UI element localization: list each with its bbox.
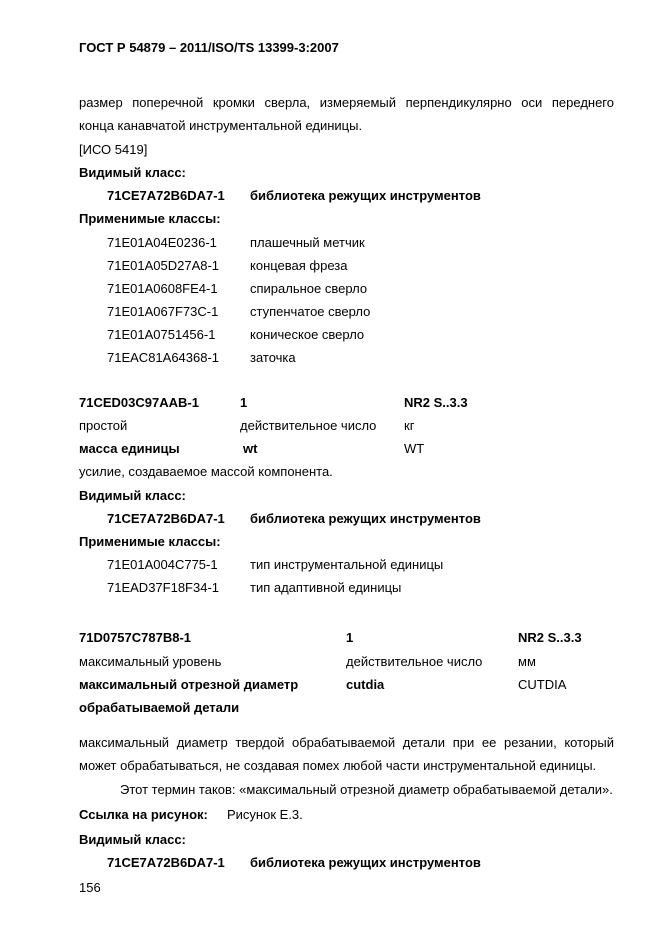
property-name: максимальный отрезной диаметр (79, 677, 299, 692)
figure-reference: Рисунок Е.3. (227, 807, 303, 822)
property-type: простой (79, 418, 128, 433)
property-unit: мм (518, 654, 536, 669)
description-line: размер поперечной кромки сверла, измеряемый перпендикулярно оси переднего (79, 95, 614, 110)
applicable-class-name: коническое сверло (250, 327, 365, 342)
applicable-class-code: 71EAD37F18F34-1 (107, 580, 220, 595)
property-datatype: действительное число (240, 418, 377, 433)
visible-class-label: Видимый класс: (79, 832, 186, 847)
property-unit: кг (404, 418, 415, 433)
applicable-class-code: 71E01A05D27A8-1 (107, 258, 220, 273)
applicable-class-name: тип адаптивной единицы (250, 580, 402, 595)
visible-class-code: 71CE7A72B6DA7-1 (107, 855, 225, 870)
property-type: максимальный уровень (79, 654, 222, 669)
property-note: Этот термин таков: «максимальный отрезной диаметр обрабатываемой детали». (120, 782, 613, 797)
visible-class-name: библиотека режущих инструментов (250, 511, 481, 526)
applicable-class-code: 71E01A004C775-1 (107, 557, 218, 572)
applicable-class-name: заточка (250, 350, 296, 365)
page-number: 156 (79, 880, 101, 895)
property-definition: максимальный диаметр твердой обрабатываемой детали при ее резании, который (79, 735, 614, 750)
applicable-class-code: 71E01A04E0236-1 (107, 235, 217, 250)
visible-class-name: библиотека режущих инструментов (250, 855, 481, 870)
applicable-class-name: тип инструментальной единицы (250, 557, 444, 572)
applicable-classes-label: Применимые классы: (79, 534, 221, 549)
property-version: 1 (240, 395, 248, 410)
property-symbol: cutdia (346, 677, 385, 692)
applicable-class-name: плашечный метчик (250, 235, 365, 250)
applicable-class-code: 71EAC81A64368-1 (107, 350, 220, 365)
property-short-name: CUTDIA (518, 677, 567, 692)
applicable-class-name: концевая фреза (250, 258, 348, 273)
property-id: 71D0757C787B8-1 (79, 630, 192, 645)
property-definition: усилие, создаваемое массой компонента. (79, 464, 333, 479)
visible-class-code: 71CE7A72B6DA7-1 (107, 188, 225, 203)
property-version: 1 (346, 630, 354, 645)
applicable-class-code: 71E01A067F73C-1 (107, 304, 219, 319)
property-short-name: WT (404, 441, 425, 456)
applicable-class-code: 71E01A0608FE4-1 (107, 281, 218, 296)
description-line: конца канавчатой инструментальной единицы. (79, 118, 363, 133)
property-datatype: действительное число (346, 654, 483, 669)
visible-class-name: библиотека режущих инструментов (250, 188, 481, 203)
property-definition: может обрабатываться, не создавая помех любой части инструментальной единицы. (79, 758, 597, 773)
visible-class-code: 71CE7A72B6DA7-1 (107, 511, 225, 526)
figure-reference-label: Ссылка на рисунок: (79, 807, 208, 822)
property-name: масса единицы (79, 441, 180, 456)
applicable-class-code: 71E01A0751456-1 (107, 327, 216, 342)
property-id: 71CED03C97AAB-1 (79, 395, 199, 410)
applicable-class-name: ступенчатое сверло (250, 304, 371, 319)
document-header: ГОСТ Р 54879 – 2011/ISO/TS 13399-3:2007 (79, 40, 339, 55)
visible-class-label: Видимый класс: (79, 165, 186, 180)
property-format: NR2 S..3.3 (404, 395, 468, 410)
property-format: NR2 S..3.3 (518, 630, 582, 645)
applicable-classes-label: Применимые классы: (79, 211, 221, 226)
applicable-class-name: спиральное сверло (250, 281, 368, 296)
property-symbol: wt (243, 441, 258, 456)
source-reference: [ИСО 5419] (79, 142, 148, 157)
visible-class-label: Видимый класс: (79, 488, 186, 503)
property-name: обрабатываемой детали (79, 700, 240, 715)
